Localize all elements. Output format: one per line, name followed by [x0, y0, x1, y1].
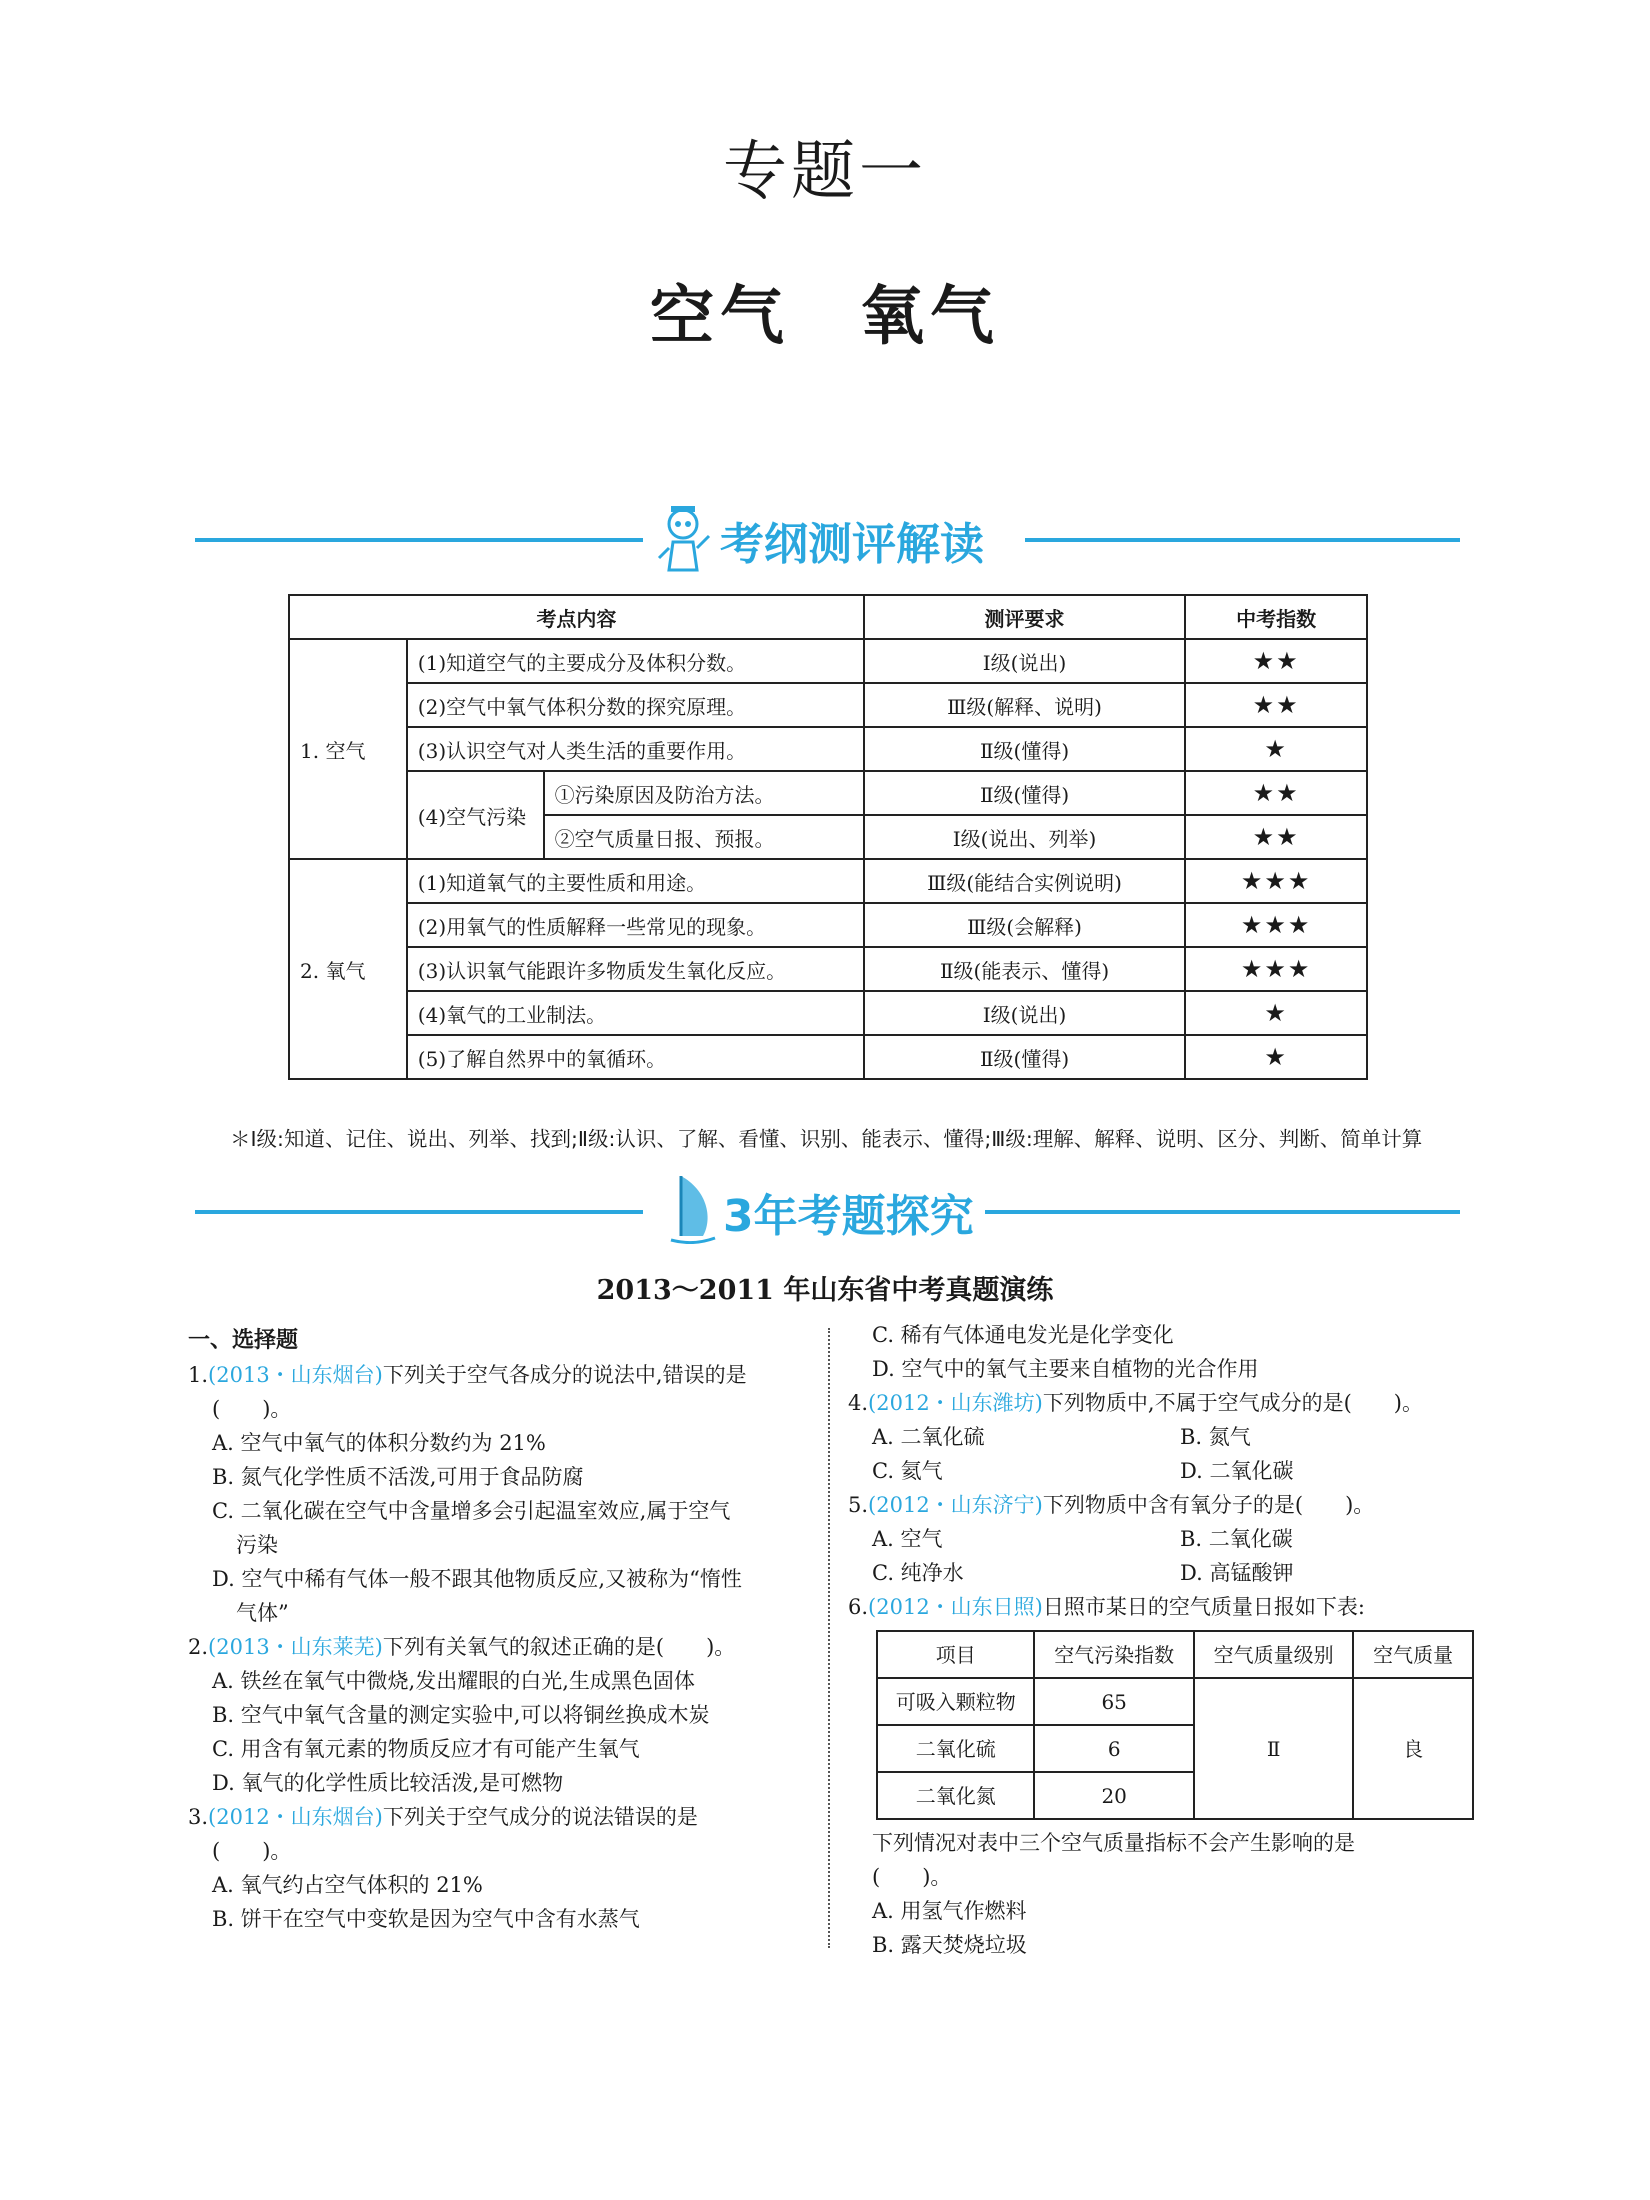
content-cell: (5)了解自然界中的氧循环。 — [407, 1035, 864, 1079]
question-source: (2012・山东烟台) — [208, 1805, 383, 1829]
content-cell: ①污染原因及防治方法。 — [544, 771, 864, 815]
question-number: 4. — [848, 1391, 869, 1415]
stars-cell: ★ — [1185, 991, 1367, 1035]
option-b: B. 氮气 — [1180, 1425, 1251, 1449]
table-row — [877, 1678, 1473, 1725]
option-a: A. 空气 — [872, 1527, 943, 1551]
group-name: 2. 氧气 — [289, 859, 407, 1079]
content-cell: (2)用氧气的性质解释一些常见的现象。 — [407, 903, 864, 947]
answer-blank: ( )。 — [212, 1839, 292, 1863]
header-index: 中考指数 — [1185, 595, 1367, 639]
header-item: 项目 — [877, 1631, 1034, 1678]
group-name: 1. 空气 — [289, 639, 407, 859]
option-a: A. 铁丝在氧气中微烧,发出耀眼的白光,生成黑色固体 — [212, 1669, 695, 1693]
requirement-cell: Ⅱ级(懂得) — [864, 727, 1185, 771]
stars-cell: ★★ — [1185, 639, 1367, 683]
content-cell: (3)认识空气对人类生活的重要作用。 — [407, 727, 864, 771]
stars-cell: ★ — [1185, 727, 1367, 771]
question-stem: 日照市某日的空气质量日报如下表: — [1042, 1595, 1365, 1619]
header-index: 空气污染指数 — [1034, 1631, 1193, 1678]
option-d: D. 空气中稀有气体一般不跟其他物质反应,又被称为“惰性 — [212, 1567, 742, 1591]
table-row — [289, 947, 1367, 991]
table-header-row — [877, 1631, 1473, 1678]
level-cell: Ⅱ — [1194, 1678, 1353, 1819]
section-label: 3年考题探究 — [723, 1191, 974, 1242]
pollutant-cell: 二氧化氮 — [877, 1772, 1034, 1819]
section-label: 考纲测评解读 — [720, 519, 984, 570]
question-source: (2013・山东烟台) — [208, 1363, 383, 1387]
stars-cell: ★★ — [1185, 683, 1367, 727]
stars-cell: ★★ — [1185, 771, 1367, 815]
answer-blank: ( )。 — [212, 1397, 292, 1421]
option-b: B. 二氧化碳 — [1180, 1527, 1293, 1551]
answer-blank: ( )。 — [872, 1865, 952, 1889]
part-title: 一、选择题 — [188, 1328, 299, 1353]
stars-cell: ★★★ — [1185, 859, 1367, 903]
index-cell: 20 — [1034, 1772, 1193, 1819]
subgroup-name: (4)空气污染 — [407, 771, 544, 859]
question-stem: 下列关于空气成分的说法错误的是 — [382, 1805, 698, 1829]
options-row — [848, 1522, 1488, 1556]
header-requirement: 测评要求 — [864, 595, 1185, 639]
table-header-row — [289, 595, 1367, 639]
question-1 — [188, 1358, 818, 1630]
practice-subtitle: 2013～2011 年山东省中考真题演练 — [596, 1275, 1054, 1306]
requirement-cell: Ⅱ级(懂得) — [864, 771, 1185, 815]
option-b: B. 饼干在空气中变软是因为空气中含有水蒸气 — [212, 1907, 640, 1931]
content-cell: (1)知道空气的主要成分及体积分数。 — [407, 639, 864, 683]
table-row — [289, 727, 1367, 771]
question-source: (2012・山东济宁) — [868, 1493, 1043, 1517]
q3-option-d: D. 空气中的氧气主要来自植物的光合作用 — [872, 1357, 1259, 1381]
options-row — [848, 1556, 1488, 1590]
requirement-cell: Ⅲ级(解释、说明) — [864, 683, 1185, 727]
index-cell: 6 — [1034, 1725, 1193, 1772]
options-row — [848, 1454, 1488, 1488]
index-cell: 65 — [1034, 1678, 1193, 1725]
right-column — [848, 1318, 1488, 1962]
sail-icon — [663, 1172, 723, 1244]
option-a: A. 用氢气作燃料 — [872, 1899, 1027, 1923]
option-c-continued: 污染 — [236, 1533, 278, 1557]
content-cell: (1)知道氧气的主要性质和用途。 — [407, 859, 864, 903]
question-2 — [188, 1630, 818, 1800]
question-number: 5. — [848, 1493, 869, 1517]
chapter-title: 空气 氧气 — [650, 280, 1000, 354]
option-d: D. 二氧化碳 — [1180, 1459, 1294, 1483]
scientist-icon — [653, 500, 713, 572]
question-number: 6. — [848, 1595, 869, 1619]
question-number: 1. — [188, 1363, 209, 1387]
requirement-cell: Ⅰ级(说出) — [864, 991, 1185, 1035]
table-row — [289, 991, 1367, 1035]
content-cell: (4)氧气的工业制法。 — [407, 991, 864, 1035]
question-source: (2012・山东潍坊) — [868, 1391, 1043, 1415]
pollutant-cell: 二氧化硫 — [877, 1725, 1034, 1772]
question-3 — [188, 1800, 818, 1936]
stars-cell: ★★★ — [1185, 947, 1367, 991]
requirement-cell: Ⅱ级(懂得) — [864, 1035, 1185, 1079]
level-note: ＊Ⅰ级:知道、记住、说出、列举、找到;Ⅱ级:认识、了解、看懂、识别、能表示、懂得;Ⅲ级:理解、解释、说明、区分、判断、简单计算 — [230, 1127, 1423, 1151]
topic-heading: 专题一 — [723, 135, 927, 209]
requirement-cell: Ⅰ级(说出) — [864, 639, 1185, 683]
section-header-syllabus — [195, 500, 1460, 580]
option-c: C. 氦气 — [872, 1459, 943, 1483]
column-divider — [828, 1328, 830, 1948]
question-source: (2012・山东日照) — [868, 1595, 1043, 1619]
option-c: C. 二氧化碳在空气中含量增多会引起温室效应,属于空气 — [212, 1499, 731, 1523]
header-quality: 空气质量 — [1353, 1631, 1473, 1678]
table-row — [289, 1035, 1367, 1079]
quality-cell: 良 — [1353, 1678, 1473, 1819]
question-source: (2013・山东莱芜) — [208, 1635, 383, 1659]
stars-cell: ★★ — [1185, 815, 1367, 859]
question-stem: 下列有关氧气的叙述正确的是( )。 — [382, 1635, 736, 1659]
question-number: 2. — [188, 1635, 209, 1659]
air-quality-table — [876, 1630, 1474, 1820]
option-a: A. 氧气约占空气体积的 21% — [212, 1873, 483, 1897]
requirement-cell: Ⅰ级(说出、列举) — [864, 815, 1185, 859]
option-c: C. 用含有氧元素的物质反应才有可能产生氧气 — [212, 1737, 640, 1761]
table-row — [289, 639, 1367, 683]
content-cell: ②空气质量日报、预报。 — [544, 815, 864, 859]
content-cell: (3)认识氧气能跟许多物质发生氧化反应。 — [407, 947, 864, 991]
syllabus-table — [288, 594, 1368, 1080]
pollutant-cell: 可吸入颗粒物 — [877, 1678, 1034, 1725]
option-b: B. 空气中氧气含量的测定实验中,可以将铜丝换成木炭 — [212, 1703, 710, 1727]
table-row — [289, 683, 1367, 727]
stars-cell: ★ — [1185, 1035, 1367, 1079]
option-c: C. 纯净水 — [872, 1561, 964, 1585]
left-column — [188, 1324, 818, 1936]
option-b: B. 露天焚烧垃圾 — [872, 1933, 1027, 1957]
option-d-continued: 气体” — [236, 1601, 289, 1625]
question-stem: 下列物质中,不属于空气成分的是( )。 — [1042, 1391, 1423, 1415]
q3-option-c: C. 稀有气体通电发光是化学变化 — [872, 1323, 1174, 1347]
option-d: D. 氧气的化学性质比较活泼,是可燃物 — [212, 1771, 564, 1795]
table-row — [289, 903, 1367, 947]
table-row — [289, 859, 1367, 903]
content-cell: (2)空气中氧气体积分数的探究原理。 — [407, 683, 864, 727]
requirement-cell: Ⅲ级(能结合实例说明) — [864, 859, 1185, 903]
question-5 — [848, 1488, 1488, 1590]
question-6 — [848, 1590, 1488, 1962]
option-d: D. 高锰酸钾 — [1180, 1561, 1294, 1585]
question-4 — [848, 1386, 1488, 1488]
option-a: A. 二氧化硫 — [872, 1425, 985, 1449]
option-a: A. 空气中氧气的体积分数约为 21% — [212, 1431, 546, 1455]
requirement-cell: Ⅲ级(会解释) — [864, 903, 1185, 947]
question-stem: 下列物质中含有氧分子的是( )。 — [1042, 1493, 1375, 1517]
stars-cell: ★★★ — [1185, 903, 1367, 947]
question-followup: 下列情况对表中三个空气质量指标不会产生影响的是 — [872, 1831, 1355, 1855]
requirement-cell: Ⅱ级(能表示、懂得) — [864, 947, 1185, 991]
question-stem: 下列关于空气各成分的说法中,错误的是 — [382, 1363, 747, 1387]
header-content: 考点内容 — [289, 595, 864, 639]
options-row — [848, 1420, 1488, 1454]
section-header-exam — [195, 1172, 1460, 1252]
question-number: 3. — [188, 1805, 209, 1829]
table-row — [289, 771, 1367, 815]
header-level: 空气质量级别 — [1194, 1631, 1353, 1678]
option-b: B. 氮气化学性质不活泼,可用于食品防腐 — [212, 1465, 584, 1489]
